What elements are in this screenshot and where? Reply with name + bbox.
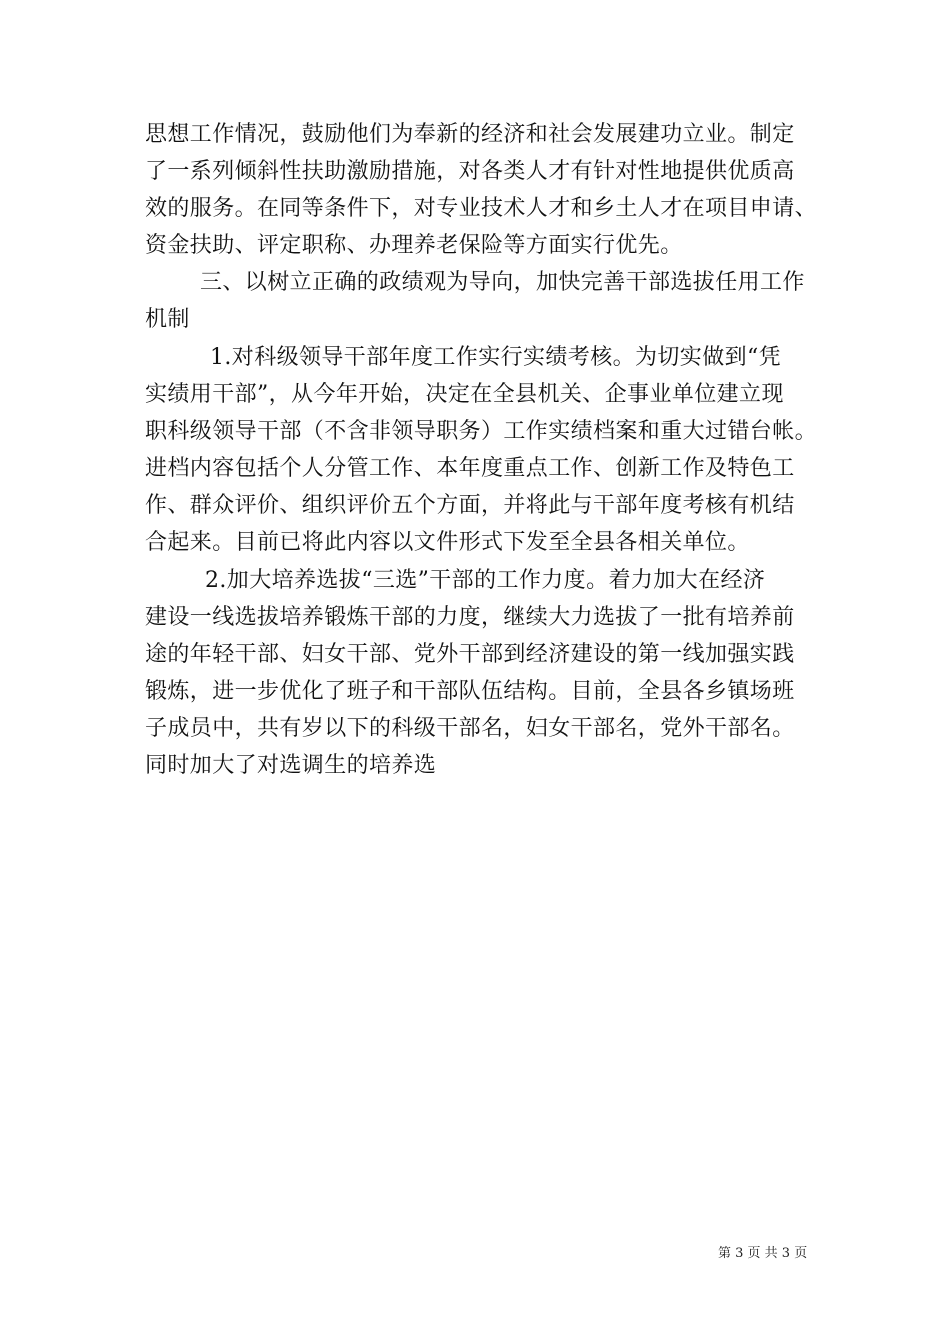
body-text-line: 实绩用干部”，从今年开始，决定在全县机关、企事业单位建立现 (145, 382, 784, 407)
body-text-line: 了一系列倾斜性扶助激励措施，对各类人才有针对性地提供优质高 (145, 159, 795, 184)
body-text-line: 作、群众评价、组织评价五个方面，并将此与干部年度考核有机结 (145, 493, 795, 518)
body-text-line: 思想工作情况，鼓励他们为奉新的经济和社会发展建功立业。制定 (145, 122, 795, 147)
body-text-line: 合起来。目前已将此内容以文件形式下发至全县各相关单位。 (145, 530, 750, 555)
body-text-line: 效的服务。在同等条件下，对专业技术人才和乡土人才在项目申请、 (145, 196, 818, 221)
body-text-line: 同时加大了对选调生的培养选 (145, 753, 437, 778)
body-text-line: 进档内容包括个人分管工作、本年度重点工作、创新工作及特色工 (145, 456, 795, 481)
body-text-line: 锻炼，进一步优化了班子和干部队伍结构。目前，全县各乡镇场班 (145, 679, 795, 704)
section-heading-continued: 机制 (145, 307, 190, 332)
page-number-footer: 第 3 页 共 3 页 (718, 1246, 808, 1261)
body-text-line: 途的年轻干部、妇女干部、党外干部到经济建设的第一线加强实践 (145, 642, 795, 667)
numbered-paragraph-2: 2.加大培养选拔“三选”干部的工作力度。着力加大在经济 (205, 568, 766, 593)
body-text-line: 职科级领导干部（不含非领导职务）工作实绩档案和重大过错台帐。 (145, 419, 818, 444)
section-heading: 三、以树立正确的政绩观为导向，加快完善干部选拔任用工作 (200, 270, 805, 295)
numbered-paragraph-1: 1.对科级领导干部年度工作实行实绩考核。为切实做到“凭 (210, 345, 782, 370)
body-text-line: 资金扶助、评定职称、办理养老保险等方面实行优先。 (145, 233, 683, 258)
body-text-line: 子成员中，共有岁以下的科级干部名，妇女干部名，党外干部名。 (145, 716, 795, 741)
body-text-line: 建设一线选拔培养锻炼干部的力度，继续大力选拔了一批有培养前 (145, 605, 795, 630)
